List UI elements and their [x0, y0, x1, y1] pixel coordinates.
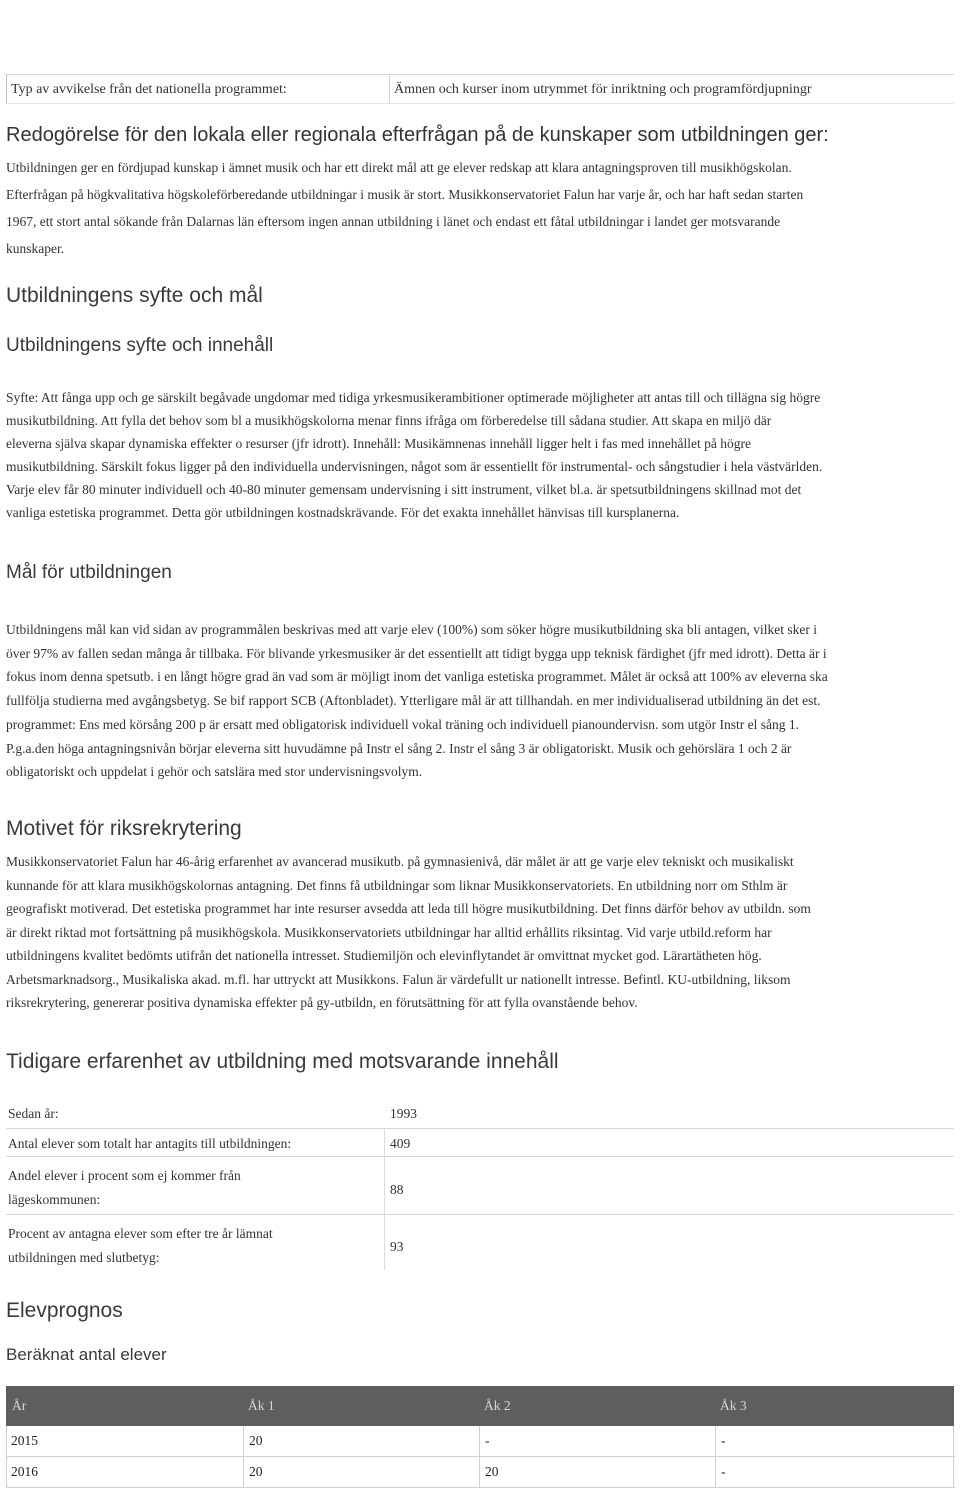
purpose-line: musikutbildning. Särskilt fokus ligger på den individuella undervisningen, något som är essentiellt för instrumental- och sångstudier i hela västvärlden. [6, 459, 823, 474]
motive-line: riksrekrytering, genererar positiva dynamiska effekter på gy-utbildn, en förutsättning för att fylla ovanstående behov. [6, 995, 638, 1010]
purpose-subheading: Utbildningens syfte och innehåll [6, 335, 274, 356]
column-header-grade-1: Åk 1 [248, 1398, 275, 1413]
goals-text [6, 618, 951, 784]
forecast-cell-grade-2: - [485, 1433, 490, 1448]
goals-line: P.g.a.den höga antagningsnivån börjar eleverna sitt huvudämne på Instr el sång 2. Instr el sång 3 är obligatoriskt. Musik och gehörslära 1 och 2 är [6, 740, 792, 756]
motive-line: Arbetsmarknadsorg., Musikaliska akad. m.fl. har uttryckt att Musikkons. Falun är värdefullt ur nationellt intresse. Befintl. KU-utbildning, liksom [6, 971, 791, 987]
forecast-cell-grade-3: - [721, 1433, 726, 1448]
purpose-line: Syfte: Att fånga upp och ge särskilt begåvade ungdomar med tidiga yrkesmusikerambitioner optimerade möjligheter att antas till och tillägna sig högre [6, 390, 821, 405]
goals-line: Utbildningens mål kan vid sidan av programmålen beskrivas med att varje elev (100%) som söker högre musikutbildning ska bli antagen, vilket sker i [6, 622, 817, 637]
demand-line: Efterfrågan på högkvalitativa högskoleförberedande utbildningar i musik är stort. Musikkonservatoriet Falun har varje år, och har haft sedan starten [6, 187, 804, 202]
deviation-row [6, 74, 954, 104]
experience-label: Andel elever i procent som ej kommer från lägeskommunen: [8, 1168, 241, 1207]
purpose-line: musikutbildning. Att fylla det behov som bl a musikhögskolorna menar finns ifråga om förberedelse till sådana studier. Att skapa en miljö där [6, 413, 772, 428]
motive-line: kunnande för att klara musikhögskolornas antagning. Det finns få utbildningar som liknar Musikkonservatoriets. En utbildning norr om Sthlm är [6, 877, 788, 893]
forecast-cell-grade-2: 20 [485, 1464, 499, 1479]
forecast-header-row [6, 1386, 954, 1426]
experience-label: Procent av antagna elever som efter tre år lämnat utbildningen med slutbetyg: [8, 1226, 273, 1265]
experience-row [6, 1128, 954, 1157]
demand-text [6, 154, 951, 262]
motive-line: är direkt riktad mot fortsättning på musikhögskola. Musikkonservatoriets utbildningar har alltid erhållits riksintag. Vid varje utbild.reform har [6, 924, 772, 940]
goals-line: fokus inom denna spetsutb. i en långt högre grad än vad som är möjligt inom det vanliga estetiska programmet. Målet är också att 100% av eleverna ska [6, 669, 828, 685]
motive-heading: Motivet för riksrekrytering [6, 817, 242, 840]
experience-heading: Tidigare erfarenhet av utbildning med motsvarande innehåll [6, 1050, 559, 1073]
deviation-value: Ämnen och kurser inom utrymmet för inriktning och programfördjupningr [394, 82, 812, 97]
table-divider [384, 1128, 385, 1270]
motive-line: Musikkonservatoriet Falun har 46-årig erfarenhet av avancerad musikutb. på gymnasienivå, där målet är att ge varje elev tekniskt och musikaliskt [6, 854, 794, 869]
forecast-heading: Elevprognos [6, 1299, 123, 1322]
forecast-cell-year: 2015 [11, 1433, 38, 1448]
experience-table [6, 1098, 954, 1270]
column-header-grade-2: Åk 2 [484, 1398, 511, 1413]
forecast-row [6, 1426, 955, 1457]
experience-value: 93 [390, 1239, 404, 1254]
goals-line: programmet: Ens med körsång 200 p är ersatt med obligatorisk individuell vokal träning och individuell pianoundervisn. som utgör Instr el sång 1. [6, 716, 799, 732]
experience-label: Antal elever som totalt har antagits till utbildningen: [8, 1136, 292, 1151]
experience-value: 409 [390, 1136, 411, 1151]
demand-line: 1967, ett stort antal sökande från Dalarnas län eftersom ingen annan utbildning i länet och endast ett fåtal utbildningar i landet ger motsvarande [6, 214, 781, 229]
purpose-line: eleverna själva skapar dynamiska effekter o resurser (jfr idrott). Innehåll: Musikämnenas innehåll ligger helt i fas med innehållet på högre [6, 436, 751, 451]
motive-line: geografiskt motiverad. Det estetiska programmet har inte resurser avsedda att leda till högre musikutbildning. Det finns därför behov av utbildn. som [6, 901, 811, 916]
goals-line: obligatoriskt och uppdelat i gehör och satslära med stor undervisningsvolym. [6, 764, 423, 780]
forecast-cell-grade-1: 20 [249, 1464, 263, 1479]
forecast-cell-year: 2016 [11, 1464, 38, 1479]
goals-line: över 97% av fallen sedan många år tillbaka. För blivande yrkesmusiker är det essentiellt att tidigt bygga upp teknisk färdighet (jfr med idrott). Detta är i [6, 645, 827, 661]
deviation-label: Typ av avvikelse från det nationella programmet: [6, 75, 390, 103]
experience-row [6, 1156, 954, 1215]
goals-line: fullfölja studierna med avgångsbetyg. Se bif rapport SCB (Aftonbladet). Ytterligare mål är att tillhandah. en mer individualiserad utbildning än det est. [6, 693, 821, 709]
purpose-line: Varje elev får 80 minuter individuell och 40-80 minuter gemensam undervisning i sitt instrument, vilket bl.a. är spetsutbildningens skillnad mot det [6, 482, 802, 497]
motive-line: utbildningens kvalitet bedömts utifrån det nationella intresset. Studiemiljön och elevinflytandet är omvittnat mycket god. Lärartätheten hög. [6, 948, 762, 963]
experience-value: 88 [390, 1182, 404, 1197]
demand-line: kunskaper. [6, 241, 65, 256]
forecast-subheading: Beräknat antal elever [6, 1345, 167, 1364]
forecast-cell-grade-3: - [721, 1464, 726, 1479]
experience-row [6, 1214, 954, 1271]
purpose-line: vanliga estetiska programmet. Detta gör utbildningen kostnadskrävande. För det exakta innehållet hänvisas till kursplanerna. [6, 505, 680, 520]
forecast-row [6, 1457, 955, 1488]
motive-text [6, 850, 951, 1015]
demand-line: Utbildningen ger en fördjupad kunskap i ämnet musik och har ett direkt mål att ge elever redskap att klara antagningsproven till musikhögskolan. [6, 160, 792, 175]
demand-heading: Redogörelse för den lokala eller regionala efterfrågan på de kunskaper som utbildningen ger: [6, 124, 829, 146]
forecast-cell-grade-1: 20 [249, 1433, 263, 1448]
experience-row [6, 1098, 954, 1128]
purpose-heading: Utbildningens syfte och mål [6, 284, 263, 307]
purpose-text [6, 386, 951, 524]
experience-label: Sedan år: [8, 1106, 59, 1121]
goals-heading: Mål för utbildningen [6, 562, 172, 583]
experience-value: 1993 [390, 1106, 417, 1121]
column-header-grade-3: Åk 3 [720, 1398, 747, 1413]
column-header-year: År [12, 1398, 27, 1413]
